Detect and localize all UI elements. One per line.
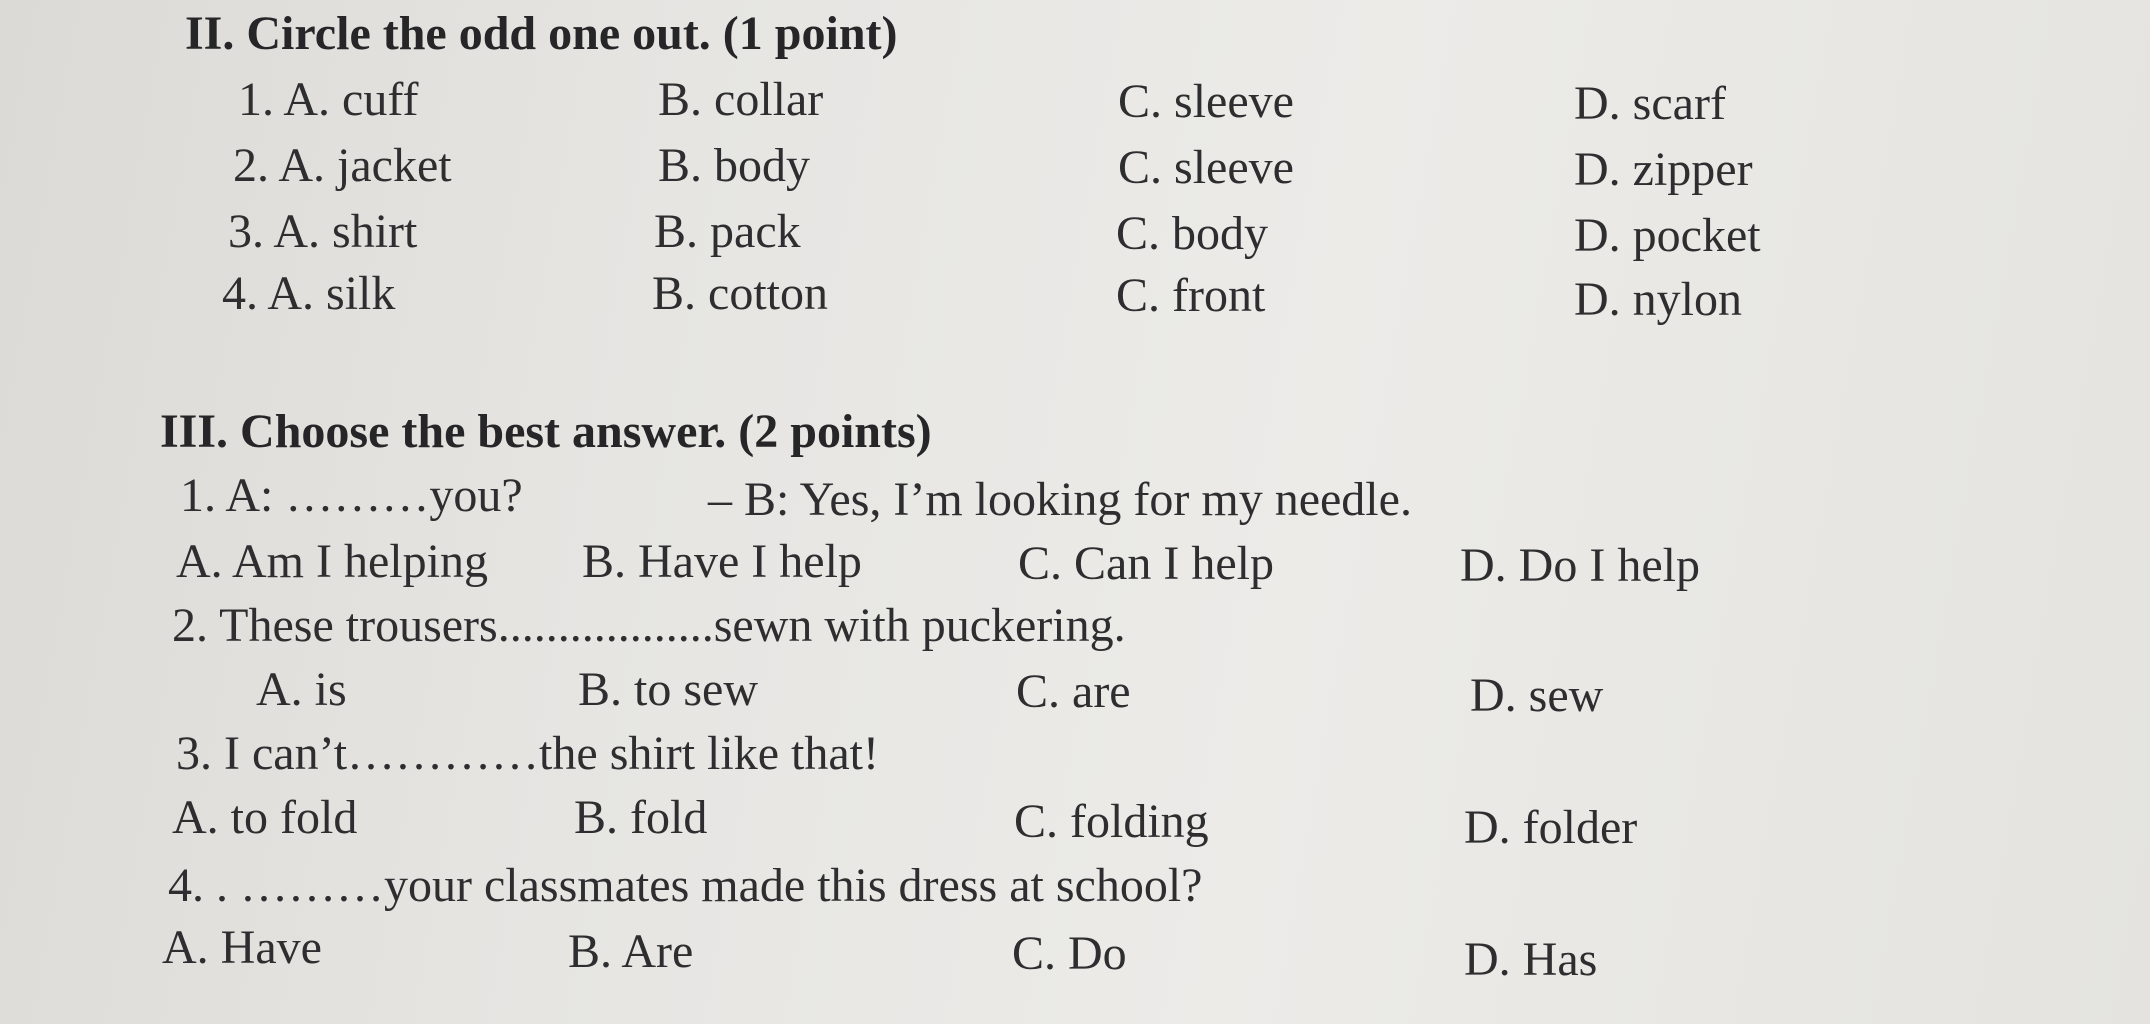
section-3-heading: III. Choose the best answer. (2 points) <box>160 405 932 458</box>
option-d: D. folder <box>1464 801 1638 854</box>
option-a: A. to fold <box>172 791 358 844</box>
option-b: B. collar <box>658 73 824 126</box>
option-a: 3. A. shirt <box>228 205 418 258</box>
option-b: B. Are <box>568 925 694 978</box>
option-c: C. body <box>1116 207 1269 260</box>
option-d: D. Do I help <box>1460 539 1700 592</box>
option-c: C. Can I help <box>1018 537 1274 590</box>
option-a: A. Am I helping <box>176 535 488 588</box>
option-b: B. body <box>658 139 811 192</box>
question-prompt: 2. These trousers..................sewn with puckering. <box>172 599 1126 652</box>
option-b: B. cotton <box>652 267 828 320</box>
option-b: B. to sew <box>578 663 758 716</box>
option-d: D. Has <box>1464 933 1598 986</box>
question-prompt: 1. A: ………you? <box>180 469 523 522</box>
option-d: D. sew <box>1470 669 1604 722</box>
option-d: D. zipper <box>1574 143 1753 196</box>
option-a: 4. A. silk <box>222 267 396 320</box>
option-d: D. scarf <box>1574 77 1726 130</box>
option-a: A. Have <box>162 921 322 974</box>
option-b: B. Have I help <box>582 535 862 588</box>
option-c: C. folding <box>1014 795 1209 848</box>
option-c: C. Do <box>1012 927 1127 980</box>
option-b: B. pack <box>654 205 801 258</box>
option-b: B. fold <box>574 791 708 844</box>
option-c: C. are <box>1016 665 1131 718</box>
section-2-heading: II. Circle the odd one out. (1 point) <box>185 7 898 60</box>
option-c: C. front <box>1116 269 1266 322</box>
option-a: 1. A. cuff <box>238 73 419 126</box>
option-d: D. nylon <box>1574 273 1742 326</box>
option-c: C. sleeve <box>1118 75 1294 128</box>
question-prompt: 3. I can’t…………the shirt like that! <box>176 727 879 780</box>
question-prompt: 4. . ………your classmates made this dress at school? <box>168 859 1203 912</box>
option-a: 2. A. jacket <box>233 139 452 192</box>
question-response: – B: Yes, I’m looking for my needle. <box>708 473 1412 526</box>
option-a: A. is <box>256 663 347 716</box>
option-c: C. sleeve <box>1118 141 1294 194</box>
option-d: D. pocket <box>1574 209 1761 262</box>
